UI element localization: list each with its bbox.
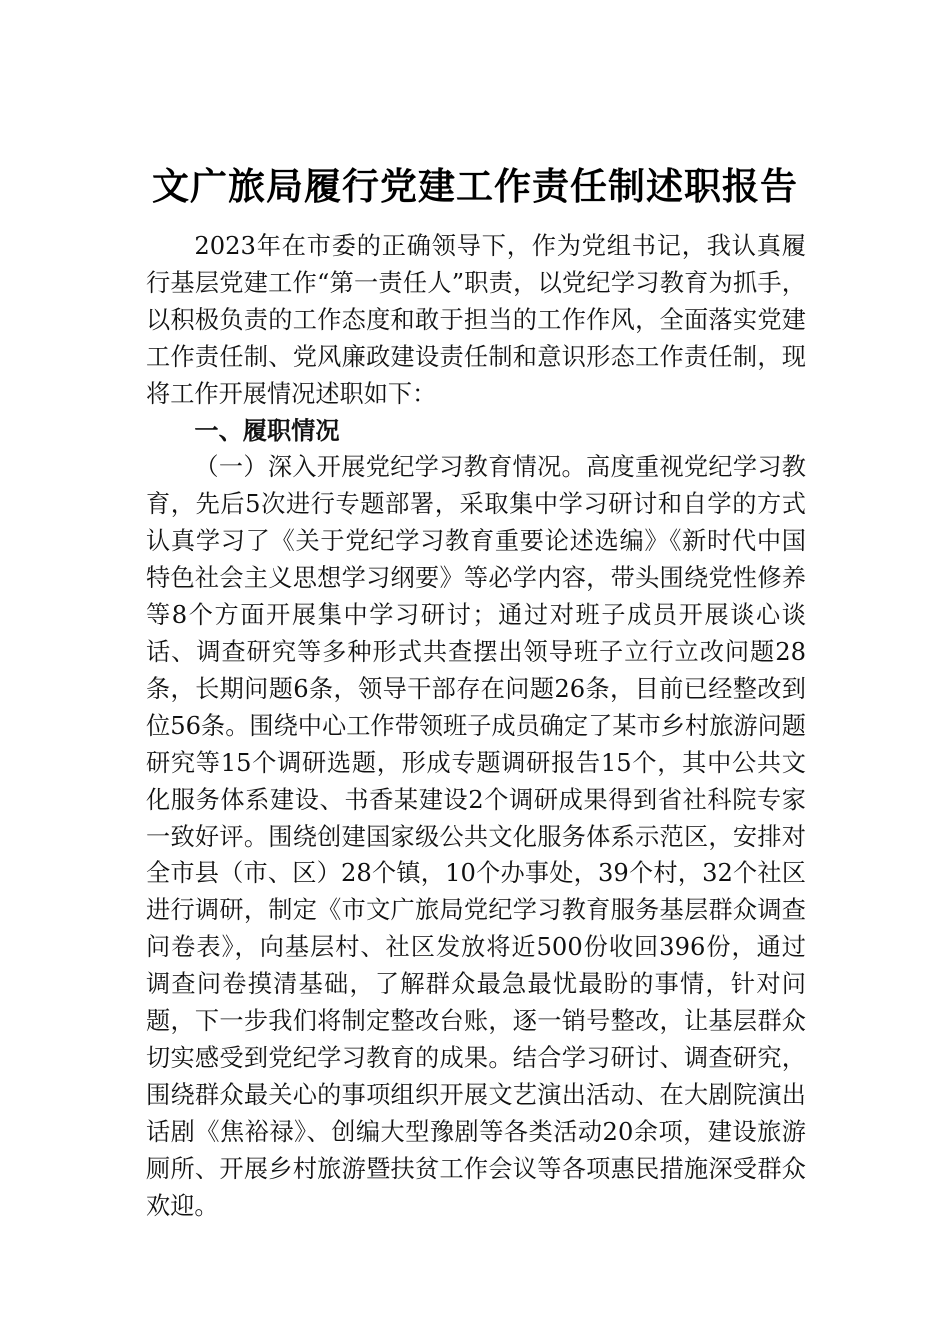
intro-paragraph: 2023年在市委的正确领导下，作为党组书记，我认真履行基层党建工作“第一责任人”职责，以党纪学习教育为抓手，以积极负责的工作态度和敢于担当的工作作风，全面落实党建工作责任制、党风廉政建设责任制和意识形态工作责任制，现将工作开展情况述职如下： <box>146 232 806 408</box>
document-title: 文广旅局履行党建工作责任制述职报告 <box>152 164 798 208</box>
body-paragraph: （一）深入开展党纪学习教育情况。高度重视党纪学习教育，先后5次进行专题部署，采取集中学习研讨和自学的方式认真学习了《关于党纪学习教育重要论述选编》《新时代中国特色社会主义思想学习纲要》等必学内容，带头围绕党性修养等8个方面开展集中学习研讨；通过对班子成员开展谈心谈话、调查研究等多种形式共查摆出领导班子立行立改问题28条，长期问题6条，领导干部存在问题26条，目前已经整改到位56条。围绕中心工作带领班子成员确定了某市乡村旅游问题研究等15个调研选题，形成专题调研报告15个，其中公共文化服务体系建设、书香某建设2个调研成果得到省社科院专家一致好评。围绕创建国家级公共文化服务体系示范区，安排对全市县（市、区）28个镇，10个办事处，39个村，32个社区进行调研，制定《市文广旅局党纪学习教育服务基层群众调查问卷表》，向基层村、社区发放将近500份收回396份，通过调查问卷摸清基础，了解群众最急最忧最盼的事情，针对问题，下一步我们将制定整改台账，逐一销号整改，让基层群众切实感受到党纪学习教育的成果。结合学习研讨、调查研究，围绕群众最关心的事项组织开展文艺演出活动、在大剧院演出话剧《焦裕禄》、创编大型豫剧等各类活动20余项，建设旅游厕所、开展乡村旅游暨扶贫工作会议等各项惠民措施深受群众欢迎。 <box>146 453 806 1220</box>
section-heading: 一、履职情况 <box>194 416 340 445</box>
document-body <box>146 228 806 1224</box>
